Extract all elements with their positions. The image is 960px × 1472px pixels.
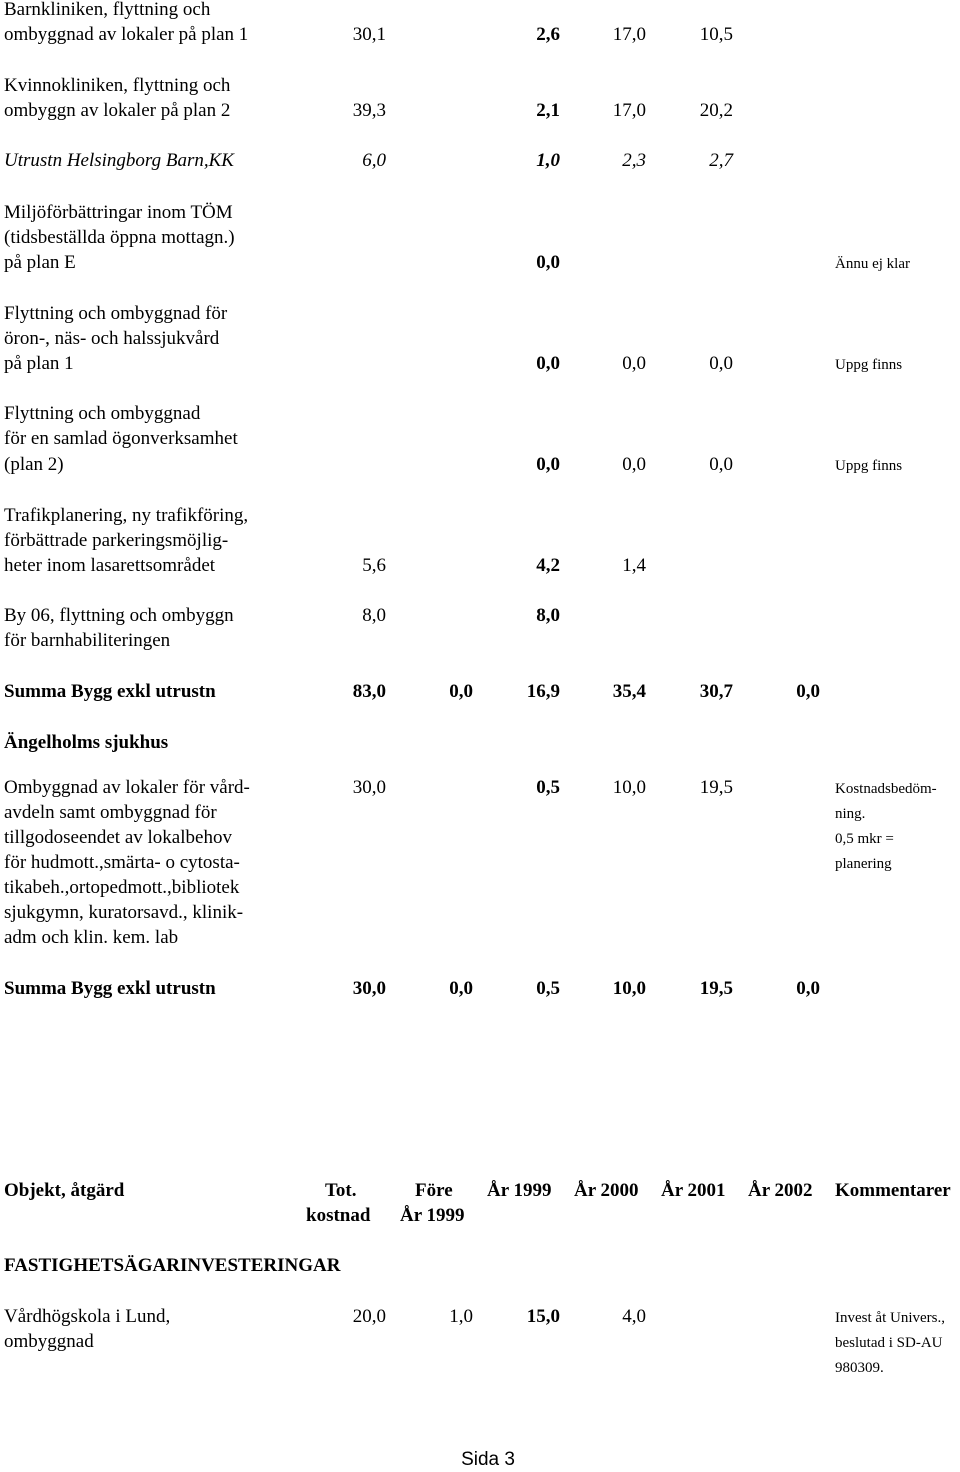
row-label-angelholm-4: för hudmott.,smärta- o cytosta- bbox=[4, 852, 240, 873]
cell-ar1999: 0,0 bbox=[536, 353, 560, 374]
cell-ar2000: 17,0 bbox=[612, 24, 646, 45]
cell-ar1999: 0,5 bbox=[536, 978, 560, 999]
row-label-barnkliniken-2: ombyggnad av lokaler på plan 1 bbox=[4, 24, 249, 45]
cell-fore: 1,0 bbox=[449, 1306, 473, 1327]
cell-comment: Uppg finns bbox=[835, 458, 903, 474]
row-label-barnkliniken-1: Barnkliniken, flyttning och bbox=[4, 0, 211, 20]
row-label-ogon-1: Flyttning och ombyggnad bbox=[4, 403, 201, 424]
row-label-utrustn: Utrustn Helsingborg Barn,KK bbox=[4, 150, 234, 171]
cell-ar1999: 4,2 bbox=[536, 555, 560, 576]
cell-ar1999: 0,0 bbox=[536, 252, 560, 273]
cell-ar2000: 4,0 bbox=[622, 1306, 646, 1327]
cell-tot: 83,0 bbox=[352, 681, 386, 702]
row-label-ogon-3: (plan 2) bbox=[4, 454, 64, 475]
cell-ar2000: 1,4 bbox=[622, 555, 646, 576]
row-label-oron-3: på plan 1 bbox=[4, 353, 74, 374]
cell-ar2000: 0,0 bbox=[622, 353, 646, 374]
cell-ar2001: 19,5 bbox=[699, 777, 733, 798]
cell-ar2001: 10,5 bbox=[699, 24, 733, 45]
row-label-angelholm-6: sjukgymn, kuratorsavd., klinik- bbox=[4, 902, 244, 923]
cell-fore: 0,0 bbox=[449, 978, 473, 999]
cell-comment-1: Invest åt Univers., bbox=[835, 1310, 945, 1326]
cell-ar1999: 2,1 bbox=[536, 100, 560, 121]
cell-comment-3: 980309. bbox=[835, 1360, 884, 1376]
header-tot-1: Tot. bbox=[325, 1180, 357, 1201]
cell-ar2002: 0,0 bbox=[796, 978, 820, 999]
cell-fore: 0,0 bbox=[449, 681, 473, 702]
row-label-trafik-2: förbättrade parkeringsmöjlig- bbox=[4, 530, 229, 551]
header-tot-2: kostnad bbox=[306, 1205, 371, 1226]
cell-comment-2: ning. bbox=[835, 806, 866, 822]
cell-tot: 39,3 bbox=[352, 100, 386, 121]
cell-tot: 30,0 bbox=[352, 777, 386, 798]
cell-ar1999: 1,0 bbox=[536, 150, 560, 171]
cell-ar1999: 0,0 bbox=[536, 454, 560, 475]
row-label-miljo-2: (tidsbeställda öppna mottagn.) bbox=[4, 227, 235, 248]
section-heading-fastighet: FASTIGHETSÄGARINVESTERINGAR bbox=[4, 1255, 341, 1276]
row-label-miljo-1: Miljöförbättringar inom TÖM bbox=[4, 202, 233, 223]
cell-ar2001: 0,0 bbox=[709, 454, 733, 475]
cell-ar2000: 35,4 bbox=[612, 681, 646, 702]
row-label-kvinnokliniken-1: Kvinnokliniken, flyttning och bbox=[4, 75, 231, 96]
cell-comment: Ännu ej klar bbox=[835, 256, 910, 272]
header-kommentarer: Kommentarer bbox=[835, 1180, 951, 1201]
summary-label: Summa Bygg exkl utrustn bbox=[4, 978, 216, 999]
cell-ar2001: 30,7 bbox=[699, 681, 733, 702]
row-label-vardhogskola-2: ombyggnad bbox=[4, 1331, 94, 1352]
row-label-trafik-1: Trafikplanering, ny trafikföring, bbox=[4, 505, 249, 526]
cell-ar1999: 15,0 bbox=[526, 1306, 560, 1327]
header-ar2002: År 2002 bbox=[748, 1180, 813, 1201]
cell-ar2001: 0,0 bbox=[709, 353, 733, 374]
header-ar1999: År 1999 bbox=[487, 1180, 552, 1201]
row-label-angelholm-1: Ombyggnad av lokaler för vård- bbox=[4, 777, 250, 798]
row-label-oron-1: Flyttning och ombyggnad för bbox=[4, 303, 228, 324]
row-label-by06-1: By 06, flyttning och ombyggn bbox=[4, 605, 234, 626]
header-objekt: Objekt, åtgärd bbox=[4, 1180, 125, 1201]
cell-ar2000: 10,0 bbox=[612, 777, 646, 798]
cell-comment-4: planering bbox=[835, 856, 892, 872]
cell-ar1999: 0,5 bbox=[536, 777, 560, 798]
cell-ar2001: 19,5 bbox=[699, 978, 733, 999]
row-label-by06-2: för barnhabiliteringen bbox=[4, 630, 171, 651]
row-label-trafik-3: heter inom lasarettsområdet bbox=[4, 555, 216, 576]
summary-label: Summa Bygg exkl utrustn bbox=[4, 681, 216, 702]
cell-ar2001: 2,7 bbox=[709, 150, 733, 171]
row-label-angelholm-7: adm och klin. kem. lab bbox=[4, 927, 179, 948]
cell-ar2000: 0,0 bbox=[622, 454, 646, 475]
header-fore-1: Före bbox=[415, 1180, 453, 1201]
row-label-angelholm-5: tikabeh.,ortopedmott.,bibliotek bbox=[4, 877, 240, 898]
cell-tot: 20,0 bbox=[352, 1306, 386, 1327]
cell-tot: 8,0 bbox=[362, 605, 386, 626]
cell-comment-2: beslutad i SD-AU bbox=[835, 1335, 943, 1351]
cell-comment-1: Kostnadsbedöm- bbox=[835, 781, 937, 797]
cell-ar2002: 0,0 bbox=[796, 681, 820, 702]
cell-ar2000: 10,0 bbox=[612, 978, 646, 999]
row-label-angelholm-2: avdeln samt ombyggnad för bbox=[4, 802, 217, 823]
page-number: Sida 3 bbox=[461, 1449, 515, 1470]
cell-ar1999: 2,6 bbox=[536, 24, 560, 45]
section-heading-angelholm: Ängelholms sjukhus bbox=[4, 732, 169, 753]
header-ar2001: År 2001 bbox=[661, 1180, 726, 1201]
cell-tot: 6,0 bbox=[362, 150, 386, 171]
cell-tot: 30,0 bbox=[352, 978, 386, 999]
cell-ar1999: 16,9 bbox=[526, 681, 560, 702]
cell-ar2000: 17,0 bbox=[612, 100, 646, 121]
header-ar2000: År 2000 bbox=[574, 1180, 639, 1201]
cell-comment-3: 0,5 mkr = bbox=[835, 831, 894, 847]
header-fore-2: År 1999 bbox=[400, 1205, 465, 1226]
cell-ar1999: 8,0 bbox=[536, 605, 560, 626]
row-label-ogon-2: för en samlad ögonverksamhet bbox=[4, 428, 238, 449]
cell-ar2000: 2,3 bbox=[622, 150, 646, 171]
row-label-angelholm-3: tillgodoseendet av lokalbehov bbox=[4, 827, 232, 848]
cell-tot: 5,6 bbox=[362, 555, 386, 576]
row-label-miljo-3: på plan E bbox=[4, 252, 76, 273]
row-label-kvinnokliniken-2: ombyggn av lokaler på plan 2 bbox=[4, 100, 231, 121]
cell-comment: Uppg finns bbox=[835, 357, 903, 373]
row-label-vardhogskola-1: Vårdhögskola i Lund, bbox=[4, 1306, 171, 1327]
row-label-oron-2: öron-, näs- och halssjukvård bbox=[4, 328, 220, 349]
cell-ar2001: 20,2 bbox=[699, 100, 733, 121]
cell-tot: 30,1 bbox=[352, 24, 386, 45]
